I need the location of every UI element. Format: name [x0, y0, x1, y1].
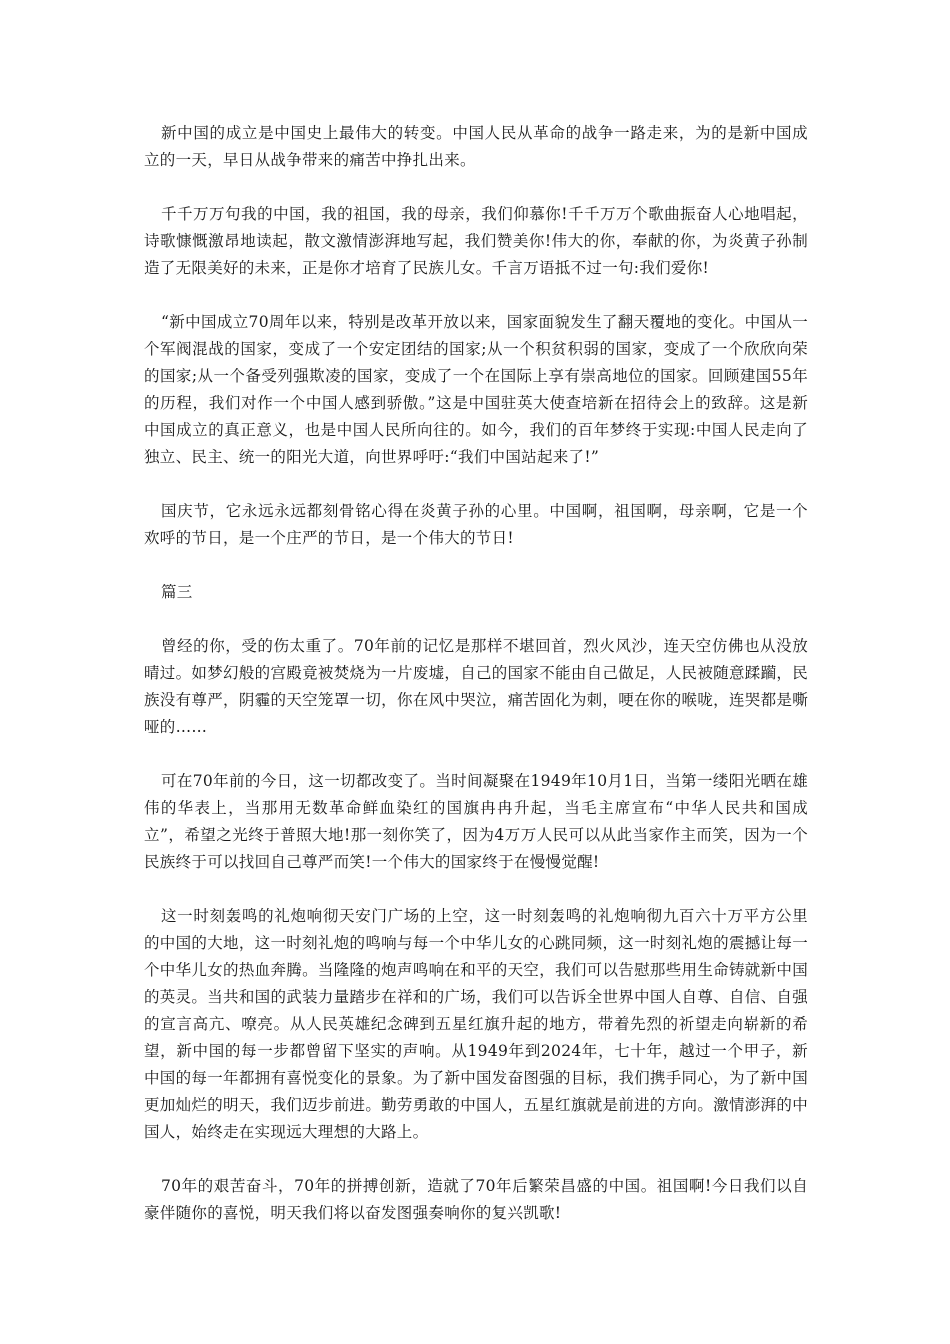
document-body [144, 120, 808, 1254]
section-heading: 篇三 [161, 583, 193, 601]
paragraph: “新中国成立70周年以来，特别是改革开放以来，国家面貌发生了翻天覆地的变化。中国从一个军阀混战的国家，变成了一个安定团结的国家;从一个积贫积弱的国家，变成了一个欣欣向荣的国家;从一个备受列强欺凌的国家，变成了一个在国际上享有崇高地位的国家。回顾建国55年的历程，我们对作一个中国人感到骄傲。”这是中国驻英大使查培新在招待会上的致辞。这是新中国成立的真正意义，也是中国人民所向往的。如今，我们的百年梦终于实现:中国人民走向了独立、民主、统一的阳光大道，向世界呼吁:“我们中国站起来了!” [144, 313, 808, 466]
paragraph: 千千万万句我的中国，我的祖国，我的母亲，我们仰慕你!千千万万个歌曲振奋人心地唱起，诗歌慷慨激昂地读起，散文激情澎湃地写起，我们赞美你!伟大的你，奉献的你，为炎黄子孙制造了无限美好的未来，正是你才培育了民族儿女。千言万语抵不过一句:我们爱你! [144, 205, 808, 277]
paragraph: 70年的艰苦奋斗，70年的拼搏创新，造就了70年后繁荣昌盛的中国。祖国啊!今日我们以自豪伴随你的喜悦，明天我们将以奋发图强奏响你的复兴凯歌! [144, 1177, 808, 1222]
paragraph: 新中国的成立是中国史上最伟大的转变。中国人民从革命的战争一路走来，为的是新中国成立的一天，早日从战争带来的痛苦中挣扎出来。 [144, 124, 808, 169]
paragraph: 曾经的你，受的伤太重了。70年前的记忆是那样不堪回首，烈火风沙，连天空仿佛也从没放晴过。如梦幻般的宫殿竟被焚烧为一片废墟，自己的国家不能由自己做足，人民被随意蹂躏，民族没有尊严，阴霾的天空笼罩一切，你在风中哭泣，痛苦固化为刺，哽在你的喉咙，连哭都是嘶哑的…… [144, 637, 808, 736]
paragraph: 国庆节，它永远永远都刻骨铭心得在炎黄子孙的心里。中国啊，祖国啊，母亲啊，它是一个欢呼的节日，是一个庄严的节日，是一个伟大的节日! [144, 502, 808, 547]
paragraph: 可在70年前的今日，这一切都改变了。当时间凝聚在1949年10月1日，当第一缕阳光晒在雄伟的华表上，当那用无数革命鲜血染红的国旗冉冉升起，当毛主席宣布“中华人民共和国成立”，希望之光终于普照大地!那一刻你笑了，因为4万万人民可以从此当家作主而笑，因为一个民族终于可以找回自己尊严而笑!一个伟大的国家终于在慢慢觉醒! [144, 772, 808, 871]
paragraph: 这一时刻轰鸣的礼炮响彻天安门广场的上空，这一时刻轰鸣的礼炮响彻九百六十万平方公里的中国的大地，这一时刻礼炮的鸣响与每一个中华儿女的心跳同频，这一时刻礼炮的震撼让每一个中华儿女的热血奔腾。当隆隆的炮声鸣响在和平的天空，我们可以告慰那些用生命铸就新中国的英灵。当共和国的武装力量踏步在祥和的广场，我们可以告诉全世界中国人自尊、自信、自强的宣言高亢、嘹亮。从人民英雄纪念碑到五星红旗升起的地方，带着先烈的祈望走向崭新的希望，新中国的每一步都曾留下坚实的声响。从1949年到2024年，七十年，越过一个甲子，新中国的每一年都拥有喜悦变化的景象。为了新中国发奋图强的目标，我们携手同心，为了新中国更加灿烂的明天，我们迈步前进。勤劳勇敢的中国人，五星红旗就是前进的方向。激情澎湃的中国人，始终走在实现远大理想的大路上。 [144, 907, 808, 1141]
